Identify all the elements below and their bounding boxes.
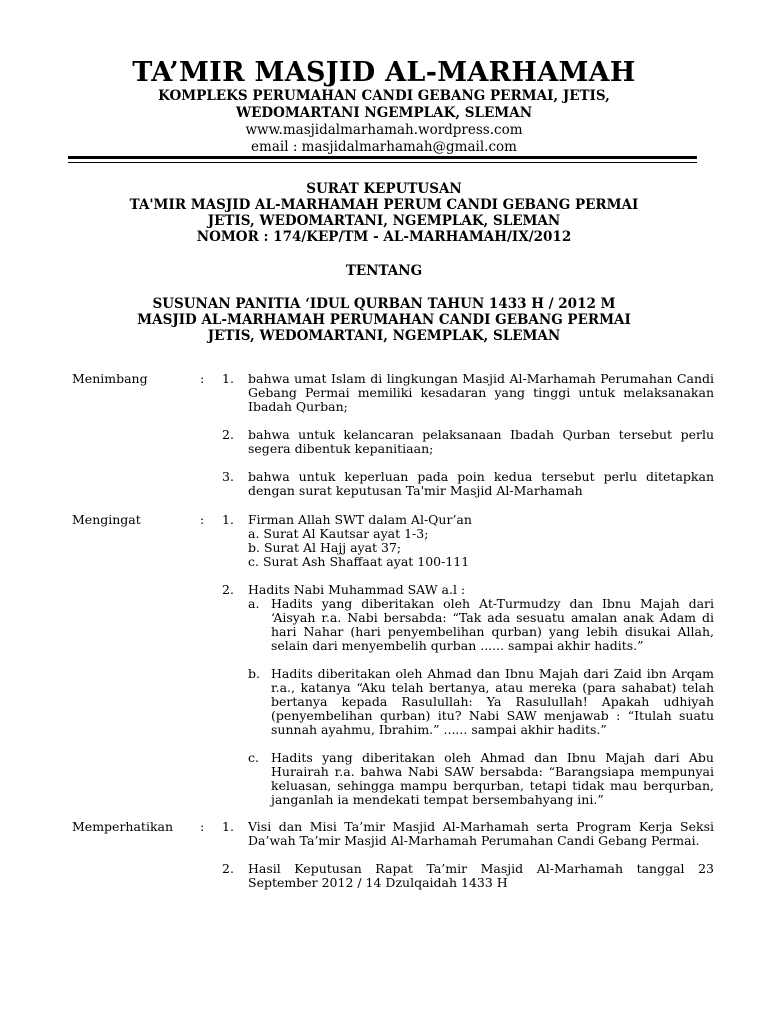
decree-location: JETIS, WEDOMARTANI, NGEMPLAK, SLEMAN bbox=[207, 213, 561, 229]
about-line-2: MASJID AL-MARHAMAH PERUMAHAN CANDI GEBANG PERMAI bbox=[137, 312, 631, 328]
address-line-1: KOMPLEKS PERUMAHAN CANDI GEBANG PERMAI, JETIS, bbox=[158, 88, 610, 104]
item-text: Firman Allah SWT dalam Al-Qur’an bbox=[248, 512, 472, 527]
letterhead-divider-thick bbox=[68, 156, 697, 159]
surah-reference: c. Surat Ash Shaffaat ayat 100-111 bbox=[248, 554, 470, 569]
decree-title: SURAT KEPUTUSAN bbox=[306, 181, 462, 197]
organization-name: TA’MIR MASJID AL-MARHAMAH bbox=[132, 57, 636, 88]
hadith-text: Hadits yang diberitakan oleh At-Turmudzy dan Ibnu Majah dari ‘Aisyah r.a. Nabi bersabda: “Tak ada sesuatu amalan anak Adam di hari Nahar (hari penyembelihan qurban) yang lebih disukai Allah, selain dari menyembelih qurban ...... sampai akhir hadits.” bbox=[271, 596, 714, 653]
section-colon: : bbox=[200, 371, 205, 386]
item-text: bahwa untuk kelancaran pelaksanaan Ibadah Qurban tersebut perlu segera dibentuk kepanitiaan; bbox=[248, 427, 714, 456]
surah-reference: a. Surat Al Kautsar ayat 1-3; bbox=[248, 526, 429, 541]
hadith-text: Hadits yang diberitakan oleh Ahmad dan Ibnu Majah dari Abu Hurairah r.a. bahwa Nabi SAW bersabda: “Barangsiapa mempunyai keluasan, sehingga mampu berqurban, tetapi tidak mau berqurban, janganlah ia mendekati tempat bersembahyang ini.” bbox=[271, 750, 714, 807]
item-text: bahwa umat Islam di lingkungan Masjid Al-Marhamah Perumahan Candi Gebang Permai memiliki kesadaran yang tinggi untuk melaksanakan Ibadah Qurban; bbox=[248, 371, 714, 414]
hadith-letter: a. bbox=[248, 596, 260, 611]
section-colon: : bbox=[200, 512, 205, 527]
item-text: Visi dan Misi Ta’mir Masjid Al-Marhamah serta Program Kerja Seksi Da’wah Ta’mir Masjid Al-Marhamah Perumahan Candi Gebang Permai. bbox=[248, 819, 714, 848]
letterhead-divider-thin bbox=[68, 162, 697, 163]
item-number: 1. bbox=[222, 512, 234, 527]
section-colon: : bbox=[200, 819, 205, 834]
item-number: 2. bbox=[222, 427, 234, 442]
address-line-2: WEDOMARTANI NGEMPLAK, SLEMAN bbox=[235, 105, 533, 121]
item-number: 2. bbox=[222, 582, 234, 597]
hadith-letter: b. bbox=[248, 666, 260, 681]
about-line-1: SUSUNAN PANITIA ‘IDUL QURBAN TAHUN 1433 H / 2012 M bbox=[152, 296, 616, 312]
item-number: 1. bbox=[222, 819, 234, 834]
item-text: bahwa untuk keperluan pada poin kedua tersebut perlu ditetapkan dengan surat keputusan Ta'mir Masjid Al-Marhamah bbox=[248, 469, 714, 498]
item-text: Hasil Keputusan Rapat Ta’mir Masjid Al-Marhamah tanggal 23 September 2012 / 14 Dzulqaidah 1433 H bbox=[248, 861, 714, 890]
surah-reference: b. Surat Al Hajj ayat 37; bbox=[248, 540, 402, 555]
section-label: Mengingat bbox=[72, 512, 141, 527]
decree-number: NOMOR : 174/KEP/TM - AL-MARHAMAH/IX/2012 bbox=[196, 229, 572, 245]
hadith-letter: c. bbox=[248, 750, 259, 765]
about-line-3: JETIS, WEDOMARTANI, NGEMPLAK, SLEMAN bbox=[207, 328, 561, 344]
email-text: email : masjidalmarhamah@gmail.com bbox=[251, 139, 517, 155]
item-number: 3. bbox=[222, 469, 234, 484]
decree-issuer: TA'MIR MASJID AL-MARHAMAH PERUM CANDI GEBANG PERMAI bbox=[129, 197, 639, 213]
section-label: Memperhatikan bbox=[72, 819, 174, 834]
section-label: Menimbang bbox=[72, 371, 148, 386]
item-text: Hadits Nabi Muhammad SAW a.l : bbox=[248, 582, 466, 597]
item-number: 1. bbox=[222, 371, 234, 386]
about-heading: TENTANG bbox=[345, 263, 423, 279]
item-number: 2. bbox=[222, 861, 234, 876]
hadith-text: Hadits diberitakan oleh Ahmad dan Ibnu Majah dari Zaid ibn Arqam r.a., katanya “Aku telah bertanya, atau mereka (para sahabat) telah bertanya kepada Rasulullah: Ya Rasulullah! Apakah udhiyah (penyembelihan qurban) itu? Nabi SAW menjawab : “Itulah suatu sunnah ayahmu, Ibrahim.” ...... sampai akhir hadits.” bbox=[271, 666, 714, 737]
website-text: www.masjidalmarhamah.wordpress.com bbox=[245, 122, 523, 138]
